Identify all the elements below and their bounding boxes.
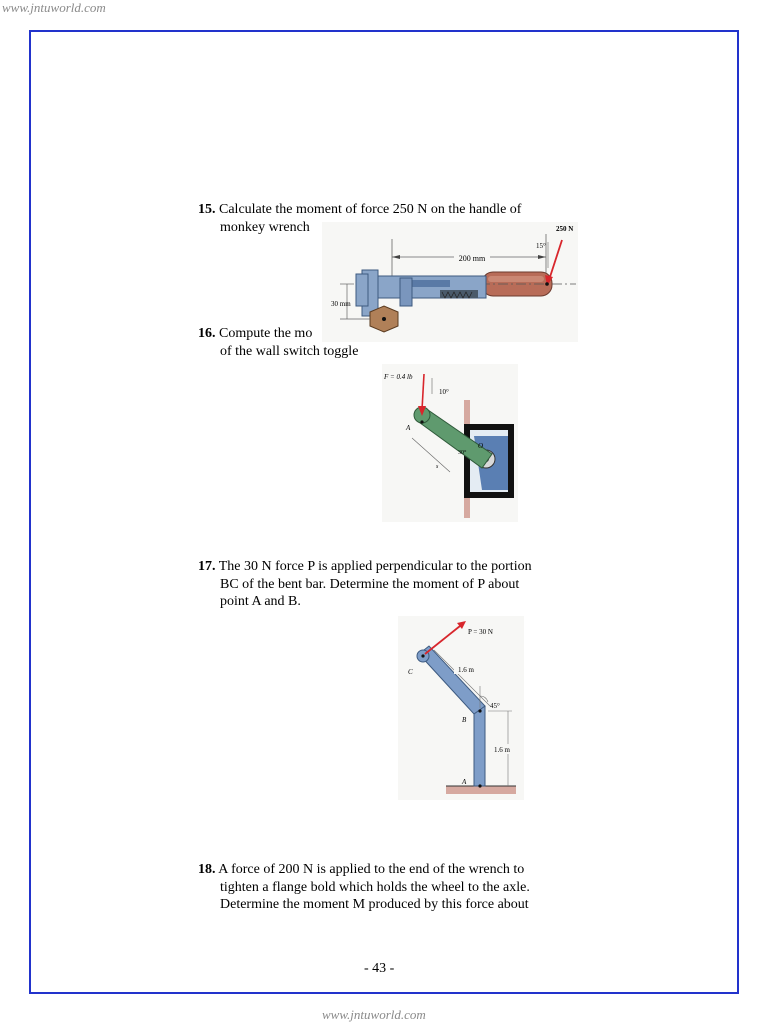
watermark-top: www.jntuworld.com [2, 0, 106, 15]
figure-wall-switch-toggle [382, 364, 518, 522]
angle-label: 15° [536, 242, 546, 250]
figure-monkey-wrench [322, 222, 578, 342]
question-text-line: monkey wrench [220, 219, 310, 235]
figure-bent-bar [398, 616, 524, 800]
question-16 [198, 325, 398, 360]
question-text-line: A force of 200 N is applied to the end of the wrench to [218, 862, 525, 877]
question-text-line: Calculate the moment of force 250 N on the handle of [219, 202, 522, 217]
watermark-bottom: www.jntuworld.com [322, 1007, 426, 1022]
length-ab-label: 1.6 m [494, 746, 510, 754]
dimension-label-200mm: 200 mm [458, 254, 486, 263]
dimension-mark: s [436, 464, 439, 470]
question-text-line: Compute the mo [219, 326, 313, 341]
dimension-label-30mm: 30 mm [331, 300, 351, 308]
angle-label: 10° [439, 388, 449, 396]
question-text-line: tighten a flange bold which holds the wheel to the axle. [220, 879, 530, 895]
point-o-label: O [478, 442, 484, 450]
question-number: 15. [198, 202, 216, 217]
question-18 [198, 861, 572, 914]
question-text-line: Determine the moment M produced by this force about [220, 897, 529, 912]
question-text-line: BC of the bent bar. Determine the moment of P about [220, 576, 520, 592]
force-label: F = 0.4 lb [384, 373, 413, 381]
question-17 [198, 558, 572, 611]
point-b-label: B [462, 716, 467, 724]
question-text-line: point A and B. [220, 594, 301, 609]
force-label: 250 N [556, 225, 574, 233]
page-number: - 43 - [364, 961, 395, 976]
question-text-line: of the wall switch toggle [220, 343, 359, 359]
force-label: P = 30 N [468, 628, 493, 636]
toggle-angle-label: 30° [458, 450, 467, 456]
point-a-label: A [462, 778, 467, 786]
angle-label: 45° [490, 702, 500, 710]
question-number: 18. [198, 862, 216, 877]
length-bc-label: 1.6 m [458, 666, 474, 674]
point-c-label: C [408, 668, 413, 676]
question-text-line: The 30 N force P is applied perpendicular to the portion [218, 559, 532, 574]
question-number: 16. [198, 326, 216, 341]
point-a-label: A [406, 424, 411, 432]
question-number: 17. [198, 559, 216, 574]
